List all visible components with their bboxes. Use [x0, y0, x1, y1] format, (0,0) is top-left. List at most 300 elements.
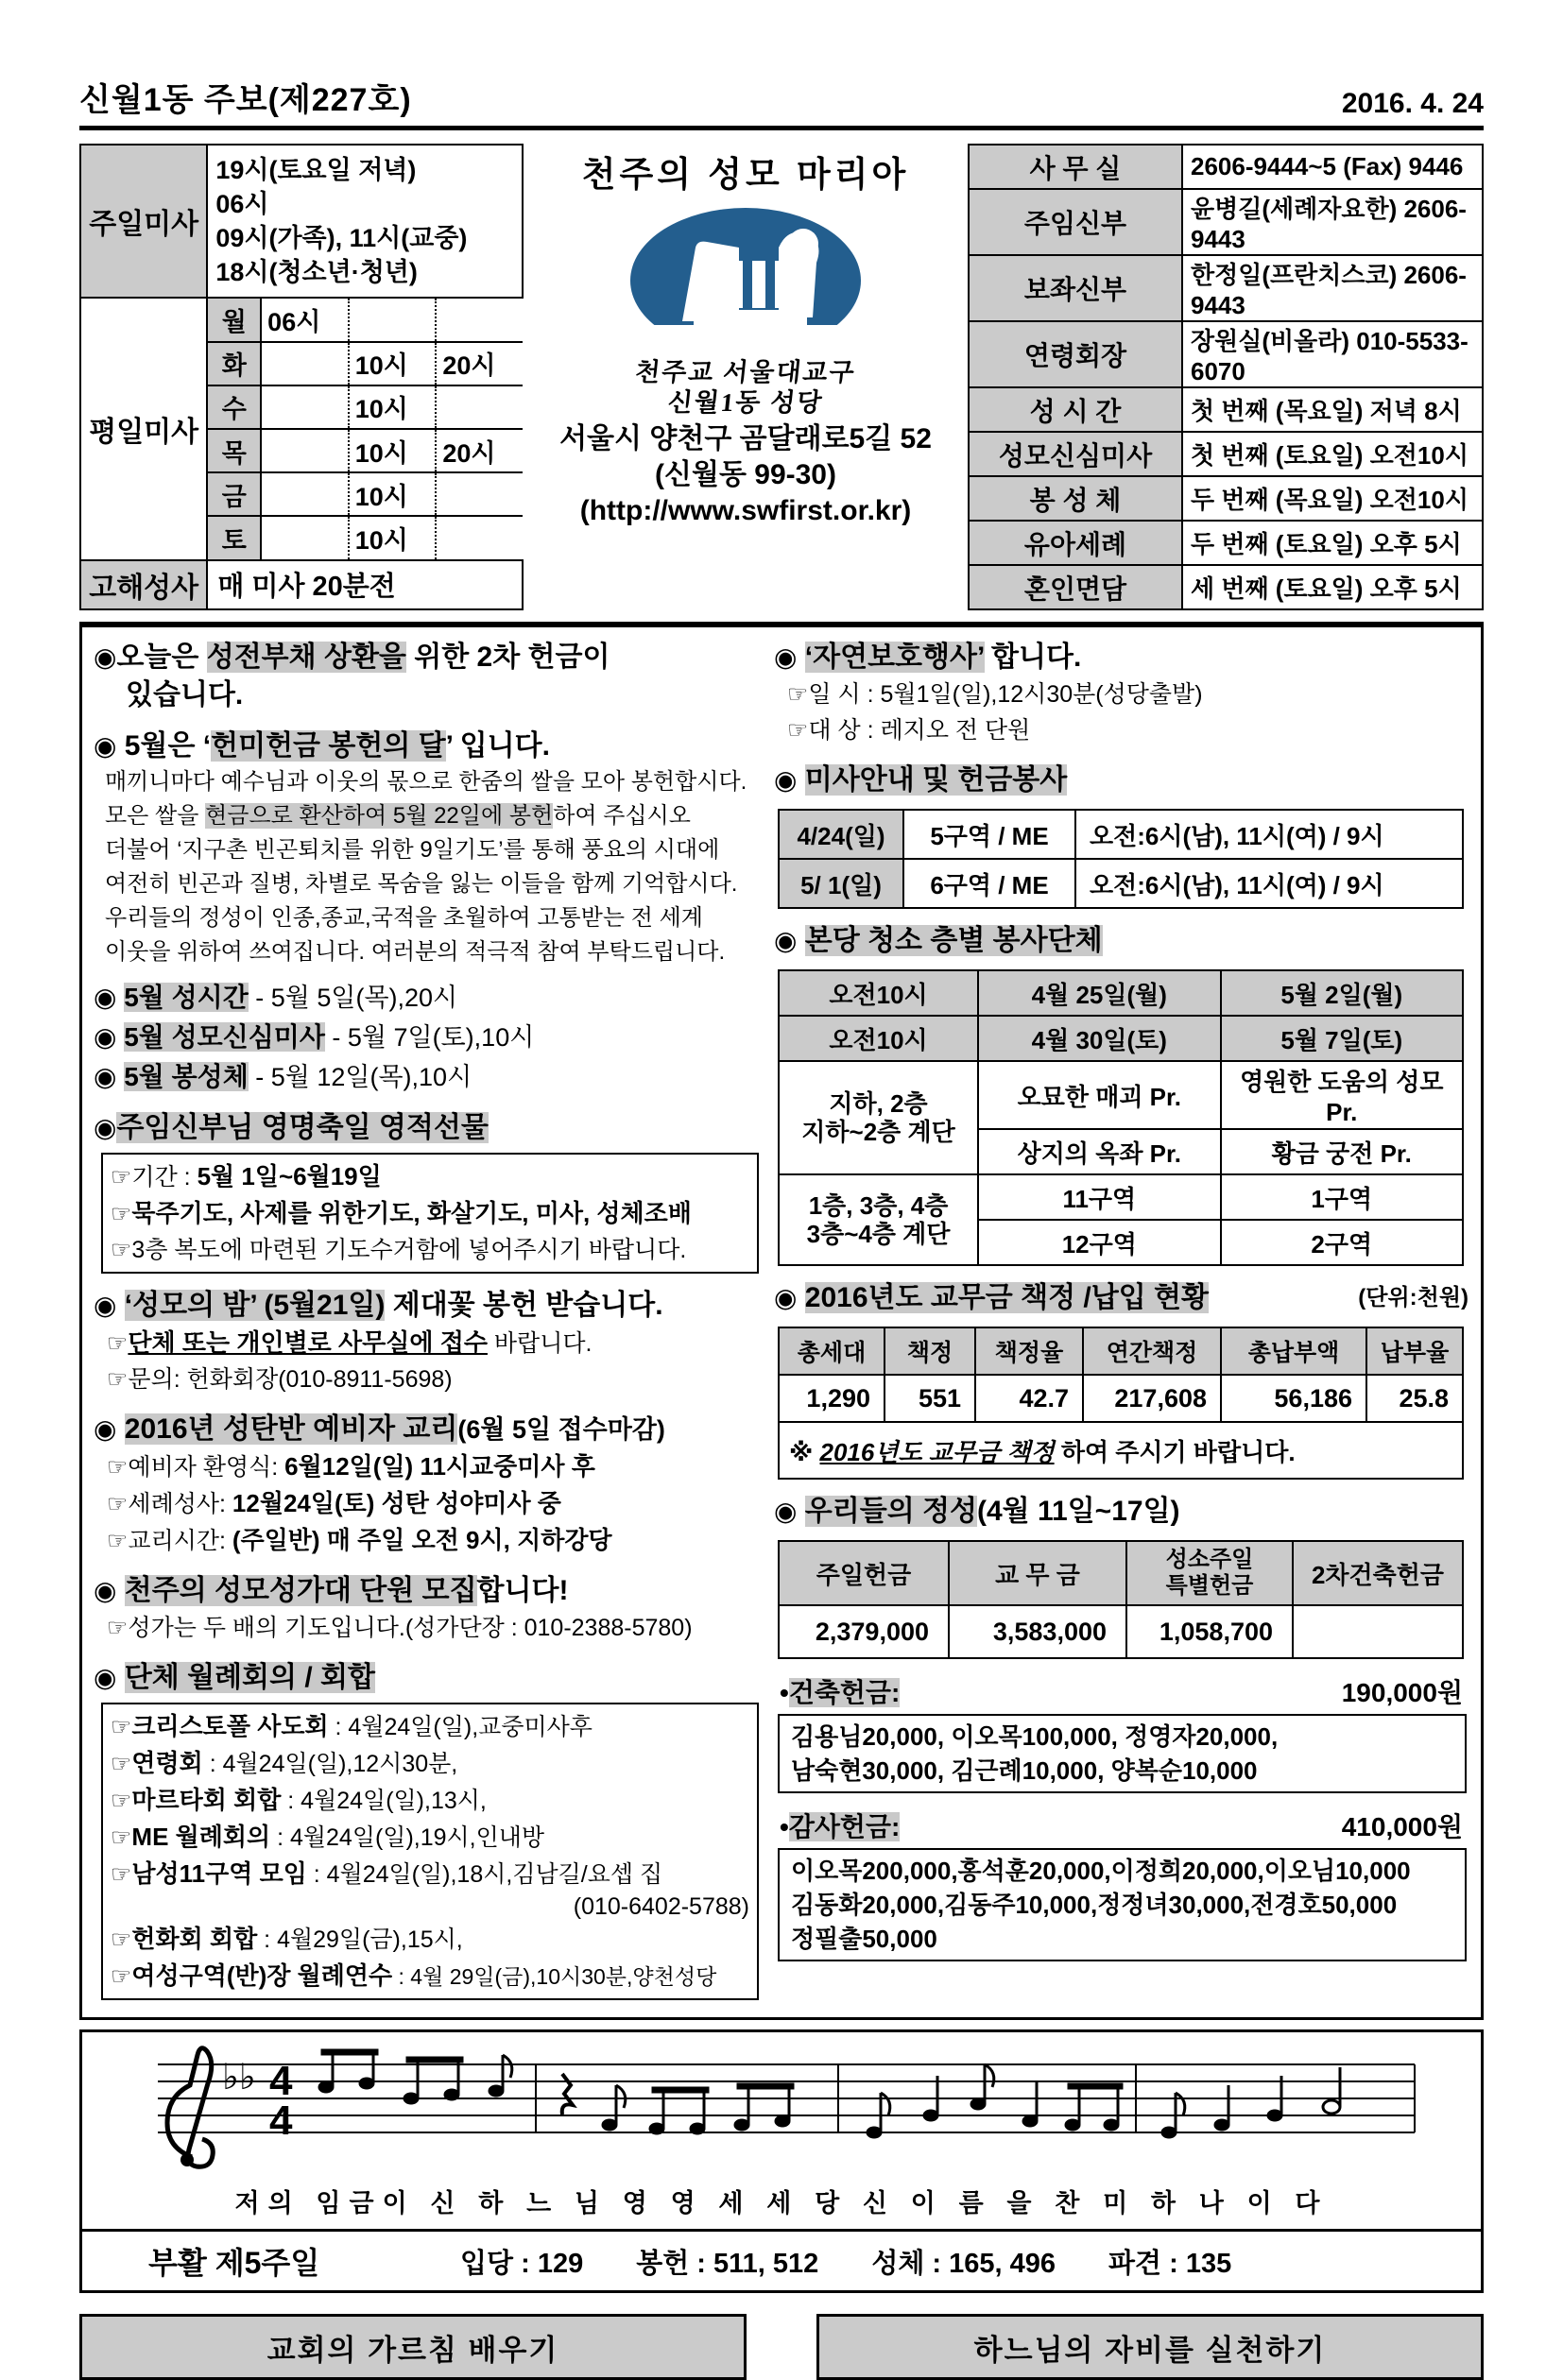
meeting-info: : 4월24일(일),18시,김남길/요셉 집	[306, 1861, 663, 1888]
meeting-name: 남성11구역 모임	[131, 1859, 307, 1888]
meetings-heading	[94, 1659, 761, 1697]
pointing-hand-icon: ☞	[111, 1751, 132, 1777]
fri-time-2: 10시	[349, 472, 437, 516]
flower-night-rest: 바랍니다.	[487, 1330, 593, 1357]
bullet-icon: ◉	[94, 1022, 117, 1052]
notice-text: 5월은 ‘	[124, 730, 212, 762]
meeting-name: 마르타회 회합	[131, 1786, 282, 1814]
meeting-item	[111, 1782, 749, 1819]
gift-prayers-line	[111, 1195, 749, 1232]
building-fund-line	[780, 1672, 1463, 1710]
left-column	[94, 637, 761, 2004]
website-url: (http://www.swfirst.or.kr)	[579, 495, 912, 526]
pointing-hand-icon: ☞	[787, 717, 809, 744]
meeting-item	[111, 1856, 749, 1892]
contact-value: 첫 번째 (토요일) 오전10시	[1182, 432, 1483, 476]
meeting-info: : 4월24일(일),13시,	[281, 1788, 487, 1814]
paragraph-line: 더불어 ‘지구촌 빈곤퇴치를 위한 9일기도’를 통해 풍요의 시대에	[105, 837, 720, 863]
bullet-icon: ◉	[94, 1414, 117, 1444]
tue-time-2: 10시	[349, 342, 437, 385]
pointing-hand-icon: ☞	[111, 1164, 132, 1190]
calligraphy-line-2: 신월1동 성당	[666, 388, 825, 417]
building-fund-box	[778, 1714, 1467, 1793]
thanks-fund-line	[780, 1806, 1463, 1844]
hymn-label: 성체	[871, 2248, 925, 2279]
sunday-time-4: 18시(청소년·청년)	[215, 258, 418, 287]
dues-header: 총세대	[779, 1327, 885, 1375]
liturgical-day: 부활 제5주일	[148, 2246, 320, 2280]
mass-times-table	[79, 144, 524, 610]
pointing-hand-icon: ☞	[111, 1237, 132, 1263]
catechism-line1	[107, 1448, 761, 1485]
nature-label: 일 시 :	[808, 681, 881, 708]
cleaning-date: 4월 30일(토)	[978, 1016, 1220, 1061]
tue-time-3: 20시	[436, 342, 523, 385]
section-highlight: 본당 청소 층별 봉사단체	[804, 925, 1103, 956]
bullet-icon: ◉	[774, 926, 798, 955]
bullet-icon: ◉	[94, 731, 117, 761]
cleaning-area	[779, 1061, 978, 1174]
building-fund-label: 건축헌금:	[788, 1678, 901, 1707]
gift-period-line	[111, 1158, 749, 1195]
cleaning-group: 영원한 도움의 성모 Pr.	[1221, 1061, 1463, 1129]
offering-value: 3,583,000	[949, 1605, 1126, 1658]
pointing-hand-icon: ☞	[107, 1330, 129, 1357]
dues-header: 책정율	[975, 1327, 1083, 1375]
donor-line: 이오목200,000,홍석훈20,000,이정희20,000,이오님10,000	[791, 1857, 1411, 1885]
section-highlight: ‘자연보호행사’	[804, 642, 985, 673]
gift-dropbox-line	[111, 1232, 749, 1268]
nature-who	[787, 712, 1469, 748]
flower-night-heading	[94, 1287, 761, 1325]
bullet-icon: ◉	[774, 765, 798, 795]
pointing-hand-icon: ☞	[111, 1963, 132, 1990]
contact-value: 세 번째 (토요일) 오후 5시	[1182, 565, 1483, 609]
dues-header: 책정	[885, 1327, 975, 1375]
choir-sub	[107, 1610, 761, 1646]
nature-event-heading	[774, 639, 1469, 676]
notice-text: 오늘은	[116, 642, 207, 673]
hymn-lyrics: 저의 임금이 신 하 느 님 영 영 세 세 당 신 이 름 을 찬 미 하 나 이 다	[234, 2189, 1329, 2217]
hymn-number: 165, 496	[949, 2248, 1056, 2279]
bullet-icon: ◉	[94, 1663, 117, 1692]
hymn-label: 입당	[460, 2248, 514, 2279]
bullet-icon: ◉	[94, 1576, 117, 1605]
thu-time-3: 20시	[436, 429, 523, 472]
contact-value: 첫 번째 (목요일) 저녁 8시	[1182, 387, 1483, 432]
cleaning-area	[779, 1174, 978, 1265]
note-emphasis: 2016년도 교무금 책정	[819, 1437, 1055, 1466]
mon-time-3	[436, 298, 523, 341]
nature-when	[787, 676, 1469, 712]
contact-table	[968, 144, 1484, 610]
offering-header	[1126, 1541, 1293, 1605]
meeting-item-phone: (010-6402-5788)	[573, 1893, 749, 1920]
music-staff-icon	[92, 2036, 1471, 2178]
dues-table	[778, 1327, 1464, 1480]
dues-value: 56,186	[1221, 1375, 1366, 1422]
meeting-info: : 4월24일(일),19시,인내방	[270, 1824, 545, 1851]
bottom-banners	[79, 2314, 1484, 2380]
fri-time-1	[261, 472, 349, 516]
meeting-item	[111, 1958, 749, 1995]
offering-value: 1,058,700	[1126, 1605, 1293, 1658]
parish-logo-icon	[627, 206, 864, 355]
catechism-label: 교리시간:	[128, 1528, 232, 1554]
donor-line: 정필출50,000	[791, 1925, 937, 1953]
weekday-sat: 토	[207, 516, 261, 559]
weekday-mass-label: 평일미사	[80, 298, 207, 559]
bullet-icon: ◉	[774, 642, 798, 672]
donor-line: 남숙현30,000, 김근례10,000, 양복순10,000	[791, 1756, 1258, 1785]
header-tables	[79, 144, 1484, 610]
section-highlight: 단체 월례회의 / 회합	[124, 1662, 375, 1693]
issue-date: 2016. 4. 24	[1341, 88, 1484, 119]
pointing-hand-icon: ☞	[111, 1926, 132, 1953]
dot-bullet-icon: •	[780, 1678, 789, 1707]
sat-time-3	[436, 516, 523, 559]
section-highlight: 미사안내 및 헌금봉사	[804, 764, 1068, 796]
dues-note	[779, 1422, 1463, 1479]
paragraph-line: 여전히 빈곤과 질병, 차별로 목숨을 잃는 이들을 함께 기억합시다.	[105, 871, 738, 897]
guide-date: 5/ 1(일)	[779, 859, 903, 908]
area-line: 3층~4층 계단	[806, 1220, 951, 1248]
thu-time-2: 10시	[349, 429, 437, 472]
weekday-tue: 화	[207, 342, 261, 385]
bullet-icon: ◉	[774, 1497, 798, 1526]
catechism-line2	[107, 1485, 761, 1522]
event-detail: - 5월 7일(토),10시	[324, 1023, 535, 1052]
bulletin-title: 신월1동 주보(제227호)	[79, 82, 412, 118]
paragraph-highlight: 현금으로 환산하여 5월 22일에 봉헌	[205, 803, 554, 829]
pointing-hand-icon: ☞	[111, 1861, 132, 1888]
section-text: (4월 11일~17일)	[977, 1496, 1180, 1527]
catechism-heading	[94, 1411, 761, 1448]
contact-label: 봉 성 체	[969, 476, 1182, 521]
contact-value: 장원실(비올라) 010-5533-6070	[1182, 321, 1483, 387]
dues-value: 25.8	[1366, 1375, 1463, 1422]
bulletin-page	[79, 0, 1484, 2380]
meeting-item	[111, 1819, 749, 1856]
thanks-fund-label: 감사헌금:	[788, 1812, 901, 1841]
cleaning-date: 5월 2일(월)	[1221, 970, 1463, 1016]
notice-rice-offering	[94, 728, 761, 765]
dues-value: 551	[885, 1375, 975, 1422]
meeting-name: ME 월례회의	[131, 1823, 271, 1851]
address-line-1: 서울시 양천구 곰달래로5길 52	[559, 423, 932, 454]
section-text: 합니다.	[984, 642, 1082, 673]
pastor-feast-gift-box	[101, 1153, 759, 1274]
bullet-icon: ◉	[94, 1291, 117, 1320]
sunday-time-2: 06시	[215, 190, 269, 219]
contact-value: 2606-9444~5 (Fax) 9446	[1182, 145, 1483, 189]
section-text: 합니다!	[476, 1575, 569, 1606]
weekday-fri: 금	[207, 472, 261, 516]
bullet-icon: ◉	[94, 642, 117, 672]
cleaning-group: 상지의 옥좌 Pr.	[978, 1129, 1220, 1174]
thanks-fund-box	[778, 1848, 1467, 1961]
section-text: 제대꽃 봉헌 받습니다.	[385, 1290, 663, 1321]
hymn-number: 129	[537, 2248, 584, 2279]
meetings-box	[101, 1703, 759, 2000]
sat-time-1	[261, 516, 349, 559]
note-text: 하여 주시기 바랍니다.	[1054, 1437, 1296, 1466]
gift-dropbox: 3층 복도에 마련된 기도수거함에 넣어주시기 바랍니다.	[131, 1237, 687, 1263]
cleaning-date: 4월 25일(월)	[978, 970, 1220, 1016]
time-signature-bottom: 4	[269, 2097, 293, 2144]
nature-value: 5월1일(일),12시30분(성당출발)	[880, 681, 1203, 708]
cleaning-group: 1구역	[1221, 1174, 1463, 1220]
offering-value: 2,379,000	[779, 1605, 949, 1658]
gift-period: 5월 1일~6월19일	[197, 1162, 382, 1190]
banner-church-teaching: 교회의 가르침 배우기	[79, 2314, 747, 2380]
contact-value: 두 번째 (목요일) 오전10시	[1182, 476, 1483, 521]
contact-label: 주임신부	[969, 189, 1182, 255]
bullet-icon: ◉	[94, 1062, 117, 1091]
mon-time-2	[349, 298, 437, 341]
paragraph-line: 우리들의 정성이 인종,종교,국적을 초월하여 고통받는 전 세계	[105, 905, 703, 931]
choir-heading	[94, 1572, 761, 1610]
area-line: 지하~2층 계단	[801, 1118, 955, 1146]
cleaning-group: 11구역	[978, 1174, 1220, 1220]
wed-time-2: 10시	[349, 385, 437, 429]
gift-prayers: 묵주기도, 사제를 위한기도, 화살기도, 미사, 성체조배	[131, 1199, 692, 1227]
pointing-hand-icon: ☞	[107, 1491, 129, 1517]
music-staff	[82, 2032, 1481, 2183]
catechism-line3	[107, 1522, 761, 1559]
bullet-icon: ◉	[774, 1283, 798, 1312]
gift-label: 기간 :	[131, 1164, 198, 1190]
pointing-hand-icon: ☞	[111, 1788, 132, 1814]
dues-value: 1,290	[779, 1375, 885, 1422]
hymn-entry: 봉헌 : 511, 512	[636, 2248, 819, 2279]
confession-label: 고해성사	[80, 560, 207, 609]
offering-heading	[774, 1493, 1469, 1531]
meeting-name: 크리스토폴 사도회	[131, 1712, 329, 1740]
event-highlight: 5월 봉성체	[124, 1062, 249, 1091]
meeting-info: : 4월24일(일),12시30분,	[202, 1751, 458, 1777]
notice-second-collection	[94, 639, 761, 714]
sat-time-2: 10시	[349, 516, 437, 559]
donor-line: 김동화20,000,김동주10,000,정정녀30,000,전경호50,000	[791, 1891, 1398, 1919]
cleaning-group: 2구역	[1221, 1220, 1463, 1265]
cleaning-group: 12구역	[978, 1220, 1220, 1265]
church-name: 천주의 성모 마리아	[581, 155, 910, 194]
paragraph-text: 모은 쌀을	[105, 803, 206, 829]
cleaning-time: 오전10시	[779, 1016, 978, 1061]
offering-header-line: 성소주일	[1165, 1547, 1254, 1572]
sunday-time-3: 09시(가족), 11시(교중)	[215, 224, 468, 253]
weekday-thu: 목	[207, 429, 261, 472]
cleaning-table	[778, 969, 1464, 1266]
event-detail: - 5월 12일(목),10시	[248, 1063, 472, 1091]
may-event-holy-hour	[94, 979, 761, 1017]
masthead	[79, 74, 1484, 120]
contact-label: 사 무 실	[969, 145, 1182, 189]
guide-team: 6구역 / ME	[903, 859, 1075, 908]
offering-table	[778, 1540, 1464, 1659]
mass-guide-heading	[774, 762, 1469, 799]
pointing-hand-icon: ☞	[107, 1528, 129, 1554]
dues-header: 연간책정	[1083, 1327, 1221, 1375]
meeting-name: 헌화회 회합	[131, 1925, 258, 1953]
parish-logo	[627, 206, 864, 355]
event-detail: - 5월 5일(목),20시	[248, 984, 458, 1012]
section-text: (6월 5일 접수마감)	[457, 1415, 665, 1444]
notice-highlight: 성전부채 상환을	[206, 642, 406, 673]
event-highlight: 5월 성시간	[124, 983, 249, 1012]
section-highlight: ‘성모의 밤’ (5월21일)	[124, 1290, 386, 1321]
offering-header-line: 특별헌금	[1165, 1573, 1254, 1599]
notice-highlight: 헌미헌금 봉헌의 달	[211, 730, 446, 762]
confession-value: 매 미사 20분전	[207, 560, 523, 609]
contact-value: 두 번째 (토요일) 오후 5시	[1182, 521, 1483, 565]
tue-time-1	[261, 342, 349, 385]
section-highlight: 2016년 성탄반 예비자 교리	[124, 1413, 458, 1445]
dot-bullet-icon: •	[780, 1812, 789, 1841]
offering-value	[1293, 1605, 1463, 1658]
pointing-hand-icon: ☞	[111, 1714, 132, 1740]
weekday-mon: 월	[207, 298, 261, 341]
wed-time-1	[261, 385, 349, 429]
notice-text: 위한 2차 헌금이	[405, 642, 610, 673]
paragraph-line: 매끼니마다 예수님과 이웃의 몫으로 한줌의 쌀을 모아 봉헌합시다.	[105, 769, 747, 795]
contact-label: 유아세례	[969, 521, 1182, 565]
dues-value: 42.7	[975, 1375, 1083, 1422]
sunday-time-1: 19시(토요일 저녁)	[215, 156, 417, 185]
contact-label: 보좌신부	[969, 255, 1182, 321]
event-highlight: 5월 성모신심미사	[124, 1022, 325, 1052]
section-highlight: 2016년도 교무금 책정 /납입 현황	[804, 1282, 1209, 1313]
bullet-icon: ◉	[94, 1113, 117, 1142]
guide-time: 오전:6시(남), 11시(여) / 9시	[1075, 810, 1463, 859]
dues-heading	[774, 1279, 1469, 1317]
nature-label: 대 상 :	[808, 717, 881, 744]
meeting-name: 연령회	[131, 1749, 203, 1777]
meeting-item	[111, 1921, 749, 1958]
masthead-rule	[79, 126, 1484, 130]
meeting-item	[111, 1745, 749, 1782]
dues-value: 217,608	[1083, 1375, 1221, 1422]
meeting-info: : 4월29일(금),15시,	[257, 1926, 463, 1953]
hymn-numbers-row	[82, 2229, 1481, 2290]
right-column	[774, 637, 1469, 2004]
weekday-wed: 수	[207, 385, 261, 429]
dues-unit: (단위:천원)	[1358, 1285, 1469, 1310]
note-mark: ※	[789, 1437, 820, 1466]
thu-time-1	[261, 429, 349, 472]
cleaning-group: 오묘한 매괴 Pr.	[978, 1061, 1220, 1129]
cleaning-date: 5월 7일(토)	[1221, 1016, 1463, 1061]
dues-header: 총납부액	[1221, 1327, 1366, 1375]
wed-time-3	[436, 385, 523, 429]
meeting-info: : 4월 29일(금),10시30분,양천성당	[392, 1964, 717, 1989]
may-event-marian-mass	[94, 1019, 761, 1056]
may-event-communion	[94, 1058, 761, 1096]
bullet-icon: ◉	[94, 983, 117, 1012]
hymn-entry: 파견 : 135	[1108, 2248, 1232, 2279]
flower-night-bold: 단체 또는 개인별로 사무실에 접수	[128, 1328, 488, 1357]
notice-text-line2: 있습니다.	[126, 679, 244, 711]
time-signature-top: 4	[269, 2058, 293, 2104]
flat-sign: ♭♭	[222, 2058, 256, 2097]
catechism-value: 12월24일(토) 성탄 성야미사 중	[232, 1489, 561, 1517]
pastor-feast-gift-heading	[94, 1109, 761, 1147]
pointing-hand-icon: ☞	[111, 1824, 132, 1851]
hymn-number: 511, 512	[713, 2248, 819, 2279]
mass-guide-table	[778, 809, 1464, 909]
area-line: 지하, 2층	[829, 1089, 928, 1118]
hymn-number: 135	[1185, 2248, 1232, 2279]
hymn-entry: 입당 : 129	[460, 2248, 584, 2279]
catechism-value: 6월12일(일) 11시교중미사 후	[284, 1452, 595, 1481]
flower-night-sub1	[107, 1325, 761, 1361]
guide-team: 5구역 / ME	[903, 810, 1075, 859]
catechism-label: 예비자 환영식:	[128, 1454, 285, 1481]
paragraph-line: 이웃을 위하여 쓰여집니다. 여러분의 적극적 참여 부탁드립니다.	[105, 939, 726, 965]
church-identity	[542, 144, 949, 610]
guide-date: 4/24(일)	[779, 810, 903, 859]
pointing-hand-icon: ☞	[107, 1454, 129, 1481]
section-highlight: 천주의 성모성가대 단원 모집	[124, 1575, 477, 1606]
cleaning-time: 오전10시	[779, 970, 978, 1016]
catechism-value: (주일반) 매 주일 오전 9시, 지하강당	[232, 1526, 612, 1554]
guide-time: 오전:6시(남), 11시(여) / 9시	[1075, 859, 1463, 908]
donor-line: 김용님20,000, 이오목100,000, 정영자20,000,	[791, 1722, 1279, 1751]
cleaning-heading	[774, 922, 1469, 960]
dues-header: 납부율	[1366, 1327, 1463, 1375]
mon-time-1: 06시	[261, 298, 349, 341]
contact-label: 연령회장	[969, 321, 1182, 387]
address-line-2: (신월동 99-30)	[655, 459, 836, 490]
pointing-hand-icon: ☞	[107, 1366, 129, 1393]
building-fund-amount: 190,000원	[1341, 1678, 1463, 1707]
pointing-hand-icon: ☞	[111, 1201, 132, 1227]
meeting-name: 여성구역(반)장 월례연수	[131, 1961, 393, 1990]
pointing-hand-icon: ☞	[107, 1615, 129, 1641]
nature-value: 레지오 전 단원	[880, 717, 1031, 744]
calligraphy-line-1: 천주교 서울대교구	[633, 358, 858, 386]
banner-gods-mercy: 하느님의 자비를 실천하기	[816, 2314, 1484, 2380]
offering-header: 2차건축헌금	[1293, 1541, 1463, 1605]
fri-time-3	[436, 472, 523, 516]
area-line: 1층, 3층, 4층	[808, 1191, 949, 1220]
notice-text: ’ 입니다.	[445, 730, 550, 762]
section-highlight: 주임신부님 영명축일 영적선물	[116, 1112, 489, 1143]
offering-header: 교 무 금	[949, 1541, 1126, 1605]
hymn-entry: 성체 : 165, 496	[871, 2248, 1056, 2279]
thanks-fund-amount: 410,000원	[1341, 1812, 1463, 1841]
main-content	[79, 622, 1484, 2020]
cleaning-group: 황금 궁전 Pr.	[1221, 1129, 1463, 1174]
flower-night-sub2	[107, 1361, 761, 1397]
quarter-rest-icon	[562, 2074, 573, 2115]
treble-clef-icon	[167, 2048, 213, 2166]
catechism-label: 세례성사:	[128, 1491, 232, 1517]
contact-value: 윤병길(세례자요한) 2606-9443	[1182, 189, 1483, 255]
hymn-label: 봉헌	[636, 2248, 690, 2279]
contact-label: 혼인면담	[969, 565, 1182, 609]
sunday-mass-label: 주일미사	[80, 145, 207, 298]
hymn-section	[79, 2029, 1484, 2293]
contact-label: 성 시 간	[969, 387, 1182, 432]
flower-night-contact: 문의: 헌화회장(010-8911-5698)	[128, 1366, 453, 1393]
hymn-label: 파견	[1108, 2248, 1162, 2279]
contact-value: 한정일(프란치스코) 2606-9443	[1182, 255, 1483, 321]
section-highlight: 우리들의 정성	[804, 1496, 977, 1527]
sunday-mass-times	[207, 145, 523, 298]
paragraph-text: 하여 주십시오	[553, 803, 691, 829]
